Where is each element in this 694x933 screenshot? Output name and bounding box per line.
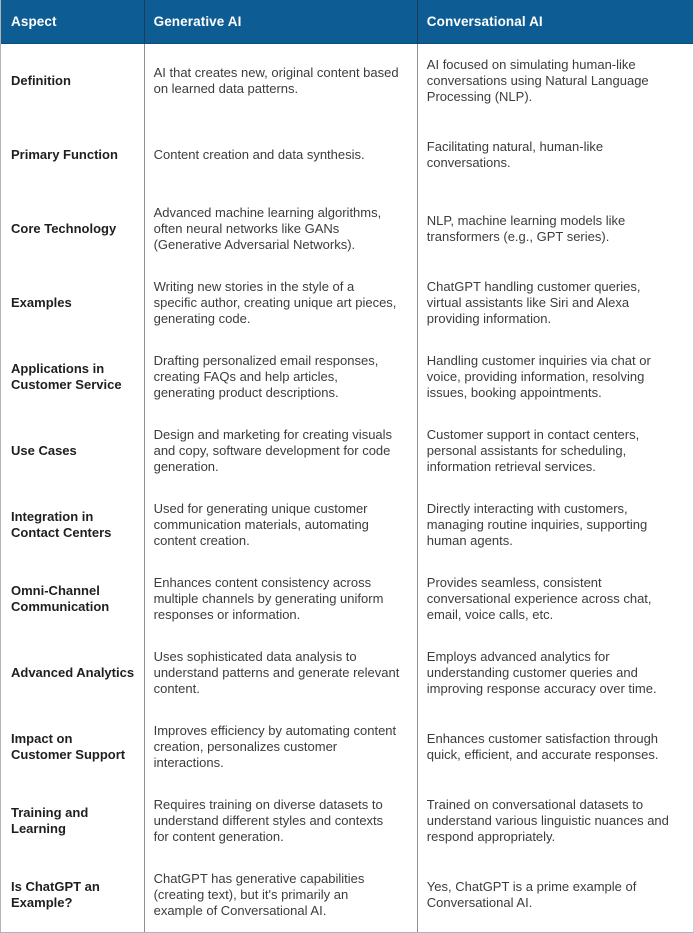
table-header-row — [1, 0, 693, 44]
generative-ai-cell: Uses sophisticated data analysis to understand patterns and generate relevant content. — [144, 636, 417, 710]
generative-ai-cell: Enhances content consistency across multiple channels by generating uniform responses or information. — [144, 562, 417, 636]
aspect-cell: Applications in Customer Service — [11, 361, 122, 392]
conversational-ai-cell: Provides seamless, consistent conversational experience across chat, email, voice calls, etc. — [417, 562, 693, 636]
conversational-ai-cell: Trained on conversational datasets to understand various linguistic nuances and respond appropriately. — [417, 784, 693, 858]
generative-ai-cell: Drafting personalized email responses, creating FAQs and help articles, generating product descriptions. — [144, 340, 417, 414]
conversational-ai-cell: Facilitating natural, human-like conversations. — [417, 118, 693, 192]
conversational-ai-cell: NLP, machine learning models like transformers (e.g., GPT series). — [417, 192, 693, 266]
generative-ai-cell: Content creation and data synthesis. — [144, 118, 417, 192]
aspect-cell: Primary Function — [11, 147, 118, 162]
aspect-cell: Definition — [11, 73, 71, 88]
conversational-ai-cell: Handling customer inquiries via chat or voice, providing information, resolving issues, booking appointments. — [417, 340, 693, 414]
header-cell-aspect: Aspect — [11, 14, 57, 29]
table-row — [1, 858, 693, 932]
table-row — [1, 784, 693, 858]
header-cell-conversational-ai: Conversational AI — [417, 0, 693, 43]
table-row — [1, 340, 693, 414]
generative-ai-cell: AI that creates new, original content based on learned data patterns. — [144, 44, 417, 118]
aspect-cell: Integration in Contact Centers — [11, 509, 112, 540]
table-row — [1, 44, 693, 118]
table-row — [1, 414, 693, 488]
conversational-ai-cell: AI focused on simulating human-like conversations using Natural Language Processing (NLP). — [417, 44, 693, 118]
table-row — [1, 488, 693, 562]
aspect-cell: Is ChatGPT an Example? — [11, 879, 100, 910]
table-row — [1, 266, 693, 340]
table-row — [1, 192, 693, 266]
generative-ai-cell: Design and marketing for creating visuals and copy, software development for code generation. — [144, 414, 417, 488]
conversational-ai-cell: Directly interacting with customers, managing routine inquiries, supporting human agents. — [417, 488, 693, 562]
table-row — [1, 710, 693, 784]
conversational-ai-cell: Enhances customer satisfaction through quick, efficient, and accurate responses. — [417, 710, 693, 784]
generative-ai-cell: Requires training on diverse datasets to understand different styles and contexts for content generation. — [144, 784, 417, 858]
table-row — [1, 118, 693, 192]
conversational-ai-cell: Customer support in contact centers, personal assistants for scheduling, information retrieval services. — [417, 414, 693, 488]
generative-ai-cell: Used for generating unique customer communication materials, automating content creation. — [144, 488, 417, 562]
aspect-cell: Omni-Channel Communication — [11, 583, 110, 614]
generative-ai-cell: Advanced machine learning algorithms, often neural networks like GANs (Generative Adversarial Networks). — [144, 192, 417, 266]
generative-ai-cell: ChatGPT has generative capabilities (creating text), but it's primarily an example of Conversational AI. — [144, 858, 417, 932]
aspect-cell: Training and Learning — [11, 805, 89, 836]
aspect-cell: Use Cases — [11, 443, 77, 458]
aspect-cell: Examples — [11, 295, 72, 310]
table-row — [1, 562, 693, 636]
aspect-cell: Advanced Analytics — [11, 665, 135, 680]
conversational-ai-cell: Yes, ChatGPT is a prime example of Conversational AI. — [417, 858, 693, 932]
header-cell-generative-ai: Generative AI — [144, 0, 417, 43]
conversational-ai-cell: ChatGPT handling customer queries, virtual assistants like Siri and Alexa providing information. — [417, 266, 693, 340]
generative-ai-cell: Writing new stories in the style of a specific author, creating unique art pieces, generating code. — [144, 266, 417, 340]
aspect-cell: Impact on Customer Support — [11, 731, 126, 762]
table-row — [1, 636, 693, 710]
generative-ai-cell: Improves efficiency by automating content creation, personalizes customer interactions. — [144, 710, 417, 784]
conversational-ai-cell: Employs advanced analytics for understanding customer queries and improving response accuracy over time. — [417, 636, 693, 710]
aspect-cell: Core Technology — [11, 221, 117, 236]
